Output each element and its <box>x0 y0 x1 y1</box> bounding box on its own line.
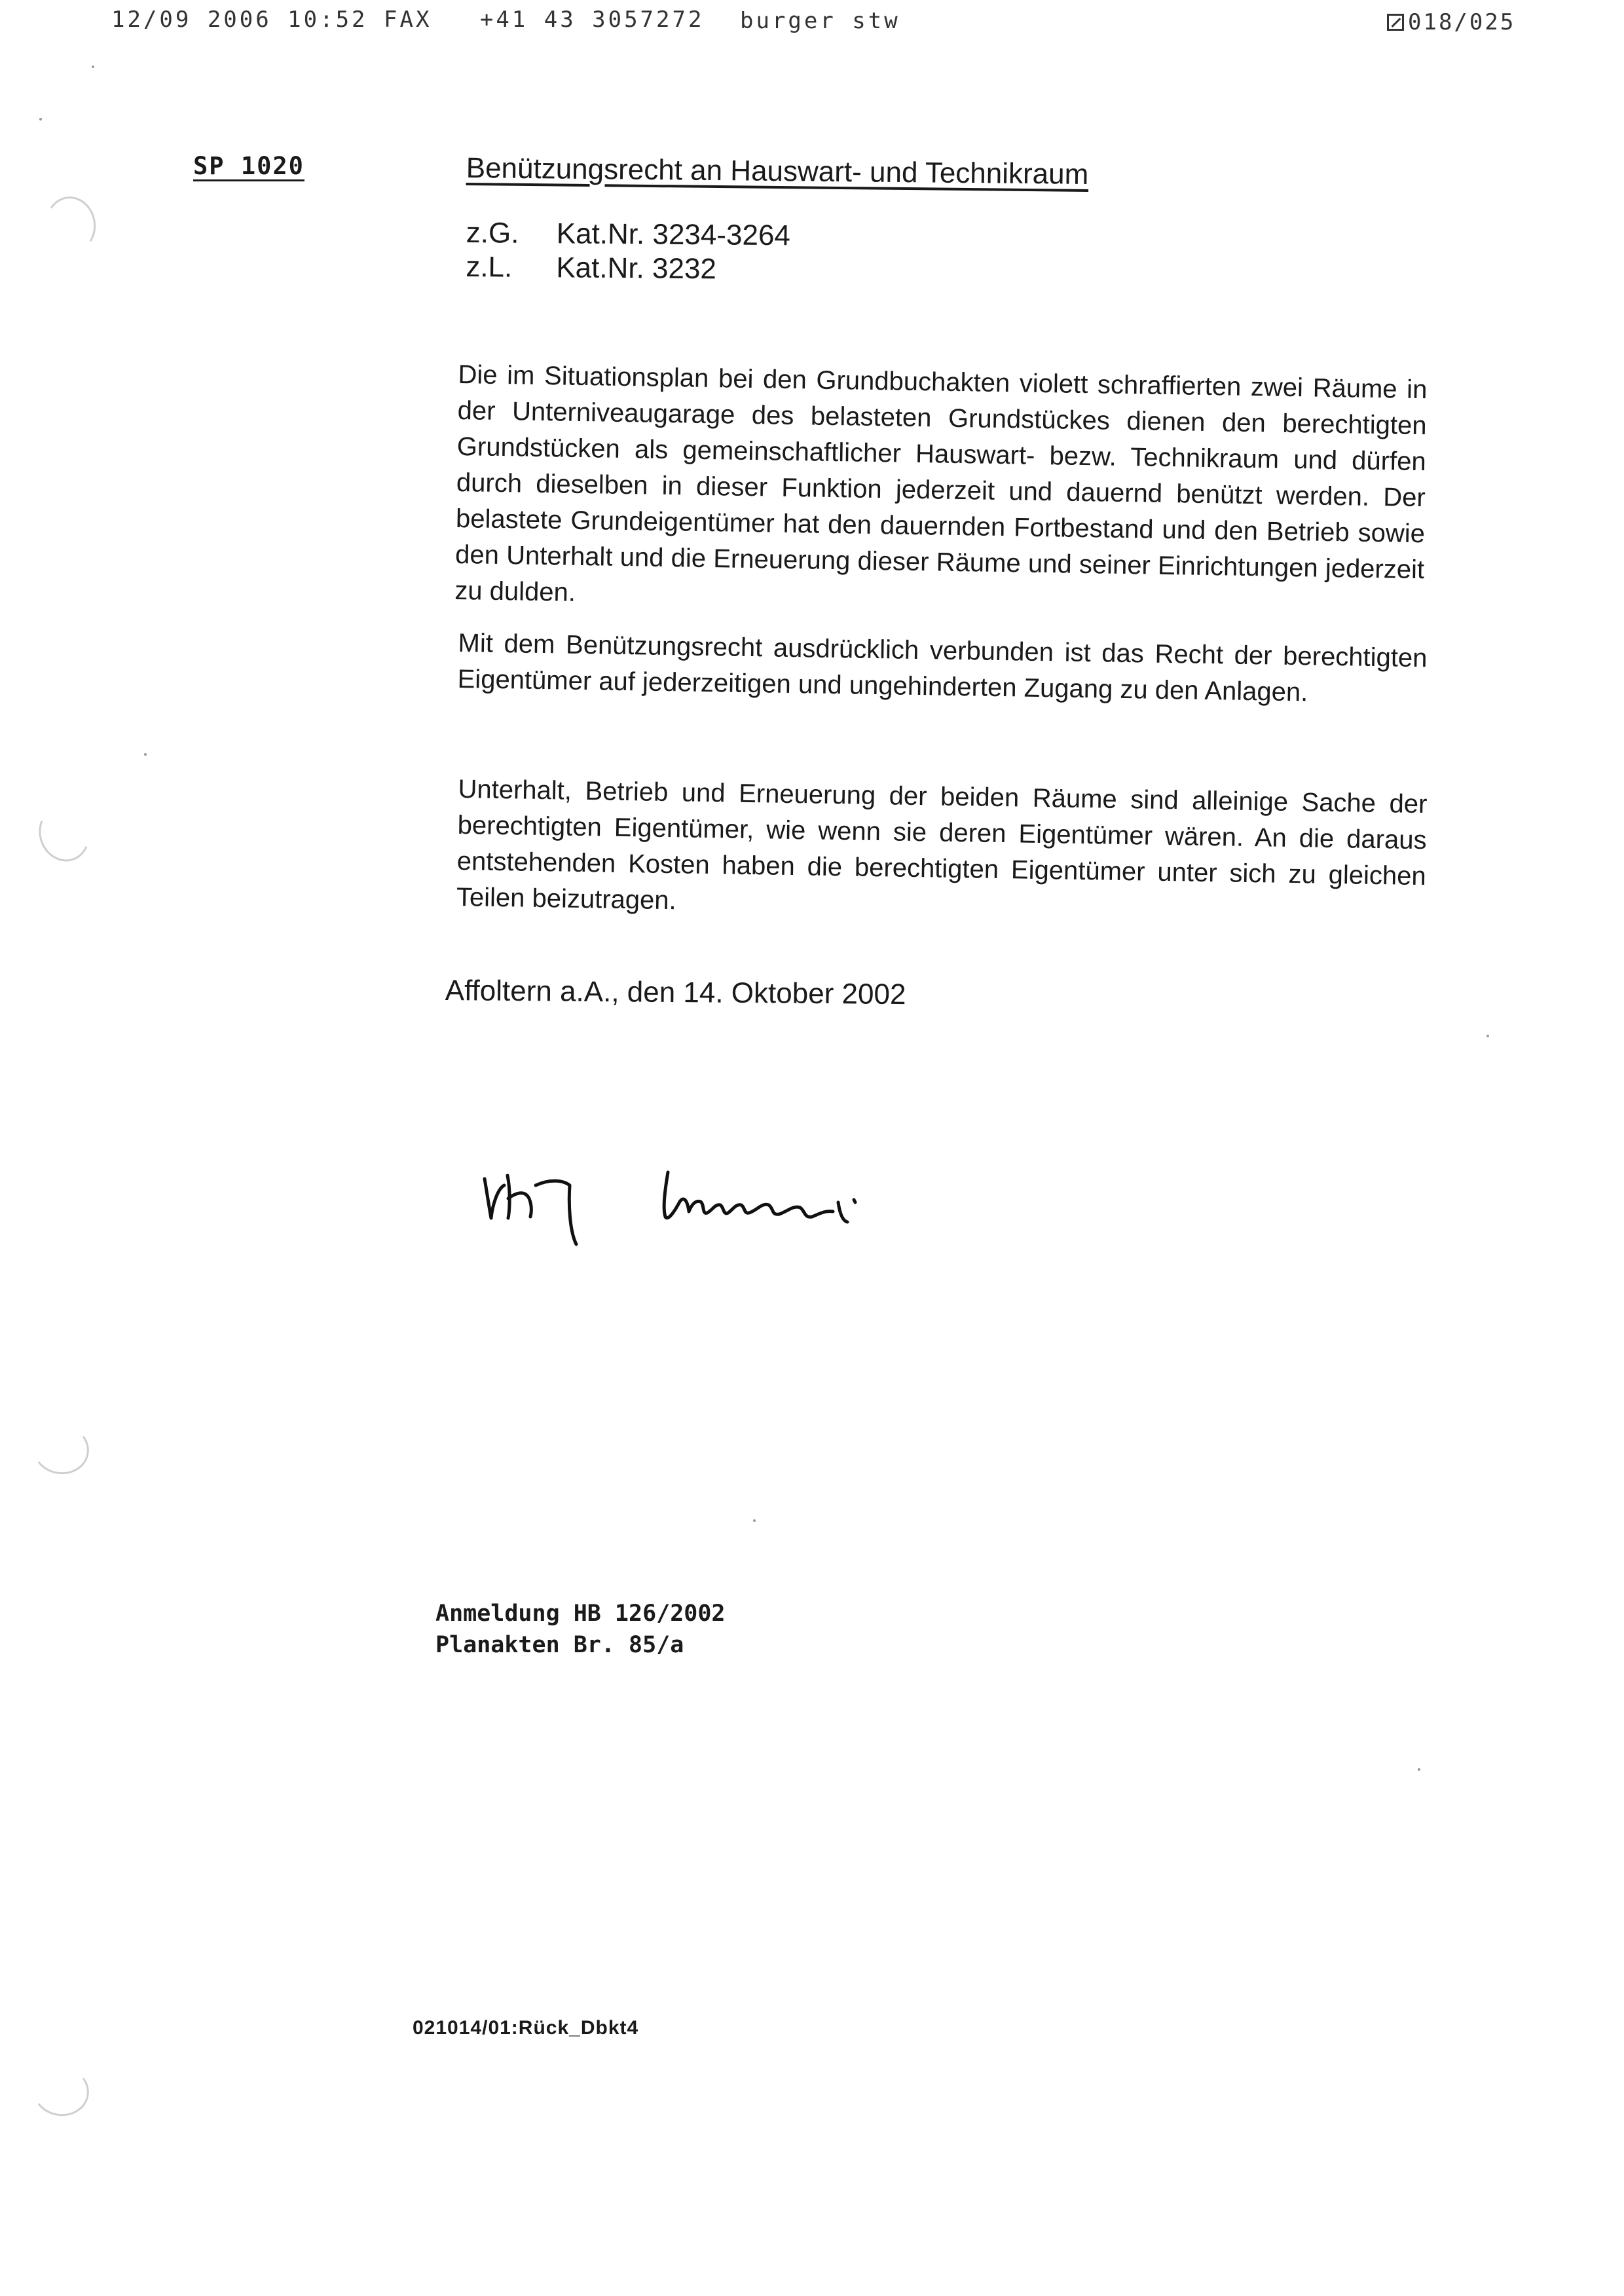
scan-speck <box>753 1519 756 1522</box>
fax-page-counter <box>1387 9 1515 35</box>
punch-hole-mark <box>29 2062 93 2120</box>
signature-one <box>485 1176 576 1244</box>
punch-hole-mark <box>41 193 100 257</box>
parcel-value: Kat.Nr. 3232 <box>556 251 717 286</box>
parcel-value: Kat.Nr. 3234-3264 <box>556 217 791 252</box>
registration-line-1: Anmeldung HB 126/2002 <box>435 1601 726 1627</box>
parcel-list <box>466 216 790 287</box>
handwritten-signatures <box>471 1139 943 1251</box>
scan-speck <box>39 118 42 120</box>
parcel-label: z.L. <box>466 250 513 284</box>
fax-label: FAX <box>384 7 432 33</box>
parcel-row-burdened <box>466 250 790 287</box>
footer-file-code: 021014/01:Rück_Dbkt4 <box>413 2017 639 2039</box>
page-counter-value: 018/025 <box>1408 9 1516 35</box>
scan-speck <box>1486 1035 1489 1037</box>
checked-box-icon <box>1387 14 1404 31</box>
document-title: Benützungsrecht an Hauswart- und Technikraum <box>466 152 1089 191</box>
scan-speck <box>92 65 94 68</box>
fax-date-time: 12/09 2006 10:52 <box>111 7 368 33</box>
paragraph-usage-right: Die im Situationsplan bei den Grundbuchakten violett schraffierten zwei Räume in der Unterniveaugarage des belasteten Grundstückes dienen den berechtigten Grundstücken als gemeinschaftlicher Hauswart- bezw. Technikraum und dürfen durch dieselben in dieser Funktion jederzeit und dauernd benützt werden. Der belastete Grundeigentümer hat den dauernden Fortbestand und den Betrieb sowie den Unterhalt und die Erneuerung dieser Räume und seiner Einrichtungen jederzeit zu dulden. <box>454 360 1428 607</box>
scan-speck <box>144 753 147 756</box>
parcel-label: z.G. <box>466 216 519 250</box>
signature-two <box>664 1172 855 1222</box>
punch-hole-mark <box>29 1420 93 1479</box>
paragraph-access-right: Mit dem Benützungsrecht ausdrücklich verbunden ist das Recht der berechtigten Eigentümer auf jederzeitigen und ungehinderten Zugang zu den Anlagen. <box>457 628 1428 707</box>
scan-speck <box>1418 1768 1420 1771</box>
registration-block <box>435 1598 726 1661</box>
place-date: Affoltern a.A., den 14. Oktober 2002 <box>445 974 906 1011</box>
fax-sender: burger stw <box>740 8 900 34</box>
document-reference: SP 1020 <box>193 152 304 180</box>
parcel-row-beneficiary <box>466 216 791 253</box>
fax-datetime-line <box>111 7 704 33</box>
registration-line-2: Planakten Br. 85/a <box>435 1632 684 1658</box>
paragraph-maintenance-costs: Unterhalt, Betrieb und Erneuerung der beiden Räume sind alleinige Sache der berechtigten Eigentümer, wie wenn sie deren Eigentümer wären. An die daraus entstehenden Kosten haben die berechtigten Eigentümer unter sich zu gleichen Teilen beizutragen. <box>456 774 1428 916</box>
fax-number: +41 43 3057272 <box>479 7 705 33</box>
fax-header <box>0 0 1624 46</box>
punch-hole-mark <box>31 799 98 869</box>
